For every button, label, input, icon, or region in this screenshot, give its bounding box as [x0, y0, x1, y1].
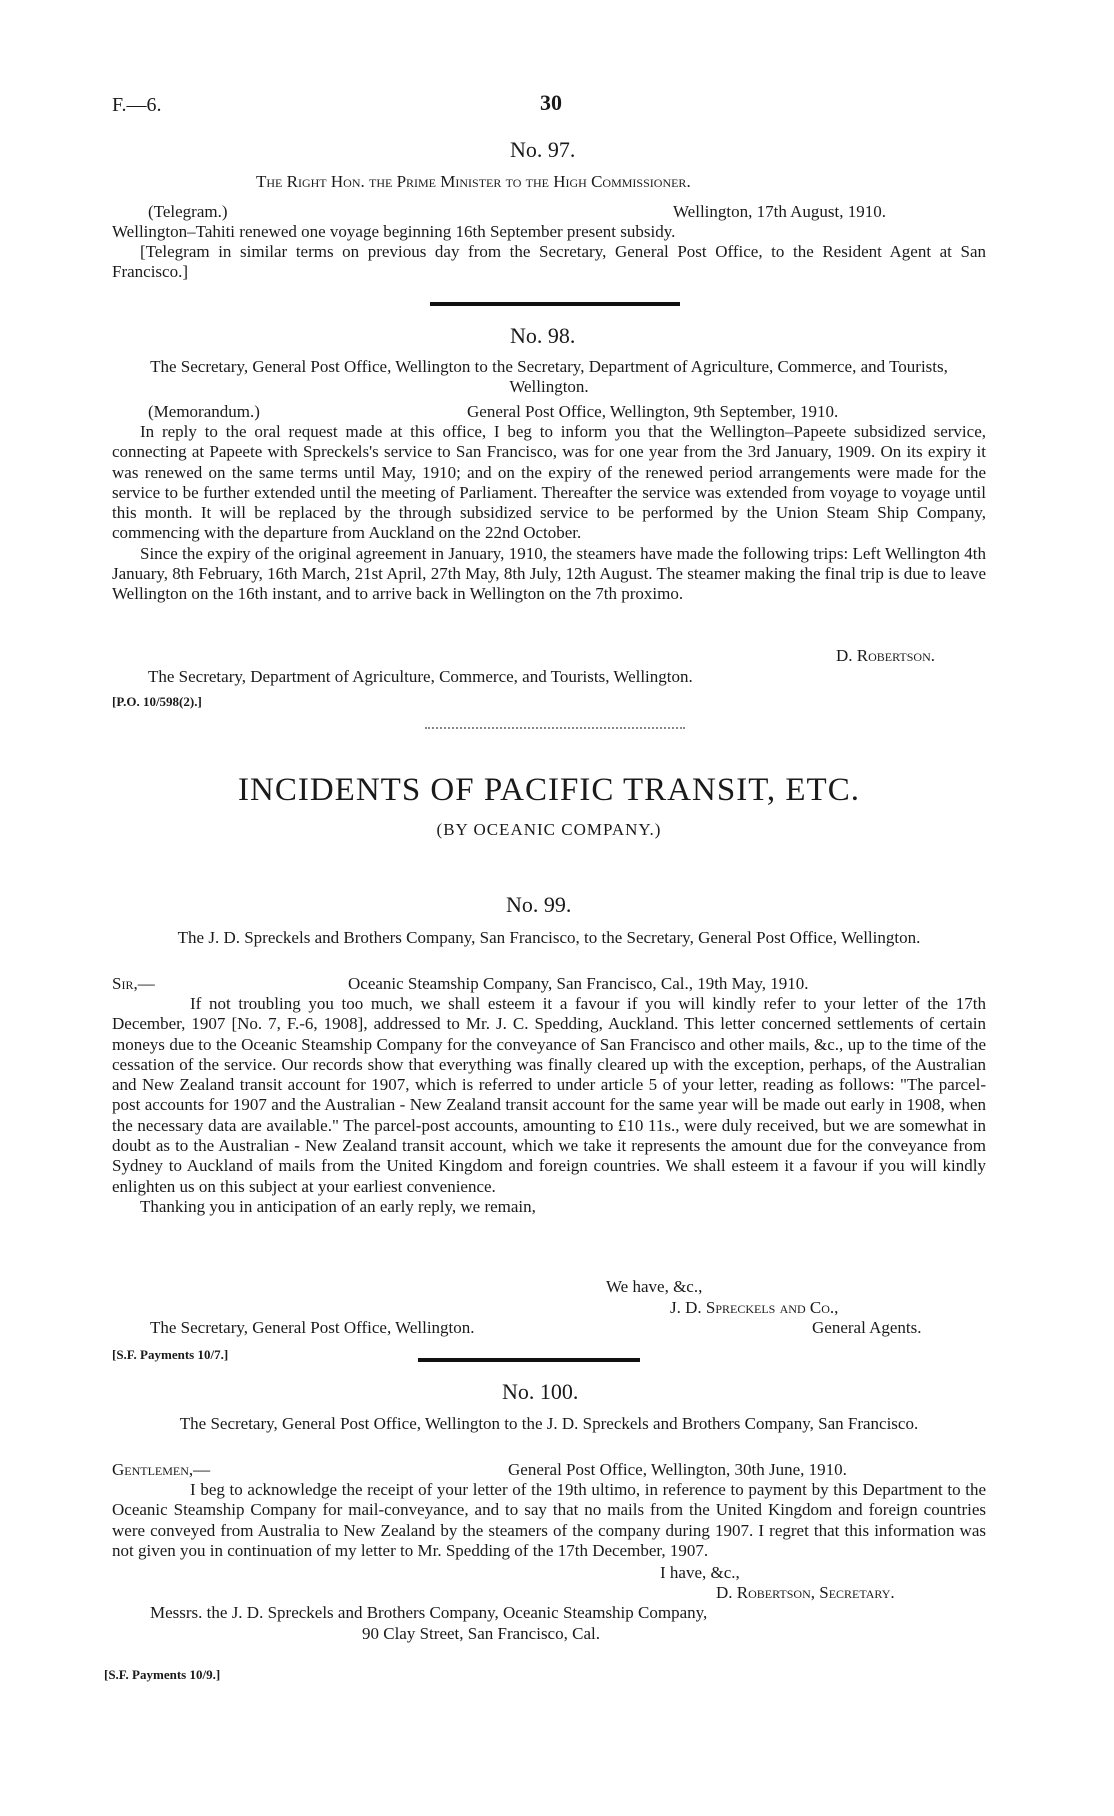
no100-addressee-line2: 90 Clay Street, San Francisco, Cal.: [362, 1624, 600, 1643]
no100-from-to: The Secretary, General Post Office, Wellington to the J. D. Spreckels and Brothers Company, San Francisco.: [179, 1414, 919, 1433]
no98-addressee: The Secretary, Department of Agriculture, Commerce, and Tourists, Wellington.: [148, 667, 693, 686]
no100-heading: No. 100.: [502, 1379, 579, 1404]
no98-heading: No. 98.: [510, 323, 576, 348]
no99-heading: No. 99.: [506, 892, 572, 917]
section-divider: [430, 302, 680, 306]
no98-signature: D. Robertson.: [836, 646, 935, 665]
no99-body: [112, 994, 986, 1217]
no99-signature: J. D. Spreckels and Co.,: [670, 1298, 839, 1317]
section-title: INCIDENTS OF PACIFIC TRANSIT, ETC.: [238, 772, 860, 808]
no99-para2: Thanking you in anticipation of an early reply, we remain,: [140, 1196, 536, 1216]
no100-dateline: General Post Office, Wellington, 30th June, 1910.: [508, 1460, 847, 1479]
no99-file-ref: [S.F. Payments 10/7.]: [112, 1347, 229, 1362]
dotted-divider: [425, 727, 685, 729]
no97-kind: (Telegram.): [148, 202, 228, 221]
no100-signature: D. Robertson, Secretary.: [716, 1583, 895, 1602]
no98-dateline: General Post Office, Wellington, 9th September, 1910.: [467, 402, 839, 421]
no98-kind: (Memorandum.): [148, 402, 260, 421]
no100-closing: I have, &c.,: [660, 1563, 740, 1582]
no98-para1: In reply to the oral request made at this office, I beg to inform you that the Wellington–Papeete subsidized service, connecting at Papeete with Spreckels's service to San Francisco, was for one year from the 3rd January, 1909. On its expiry it was renewed on the same terms until May, 1910; and on the expiry of the renewed period arrangements were made for the service to be further extended until the meeting of Parliament. Thereafter the service was extended from voyage to voyage until this month. It will be replaced by the through subsidized service to be performed by the Union Steam Ship Company, commencing with the departure from Auckland on the 22nd October.: [112, 422, 986, 543]
no100-body: [112, 1480, 986, 1561]
no98-from-to: The Secretary, General Post Office, Wellington to the Secretary, Department of Agriculture, Commerce, and Tourists, Wellington.: [150, 357, 948, 396]
no100-file-ref: [S.F. Payments 10/9.]: [104, 1667, 221, 1682]
no97-from-to: The Right Hon. the Prime Minister to the High Commissioner.: [256, 172, 691, 191]
no97-dateline: Wellington, 17th August, 1910.: [673, 202, 887, 221]
document-reference: F.—6.: [112, 94, 162, 116]
section-subtitle: (BY OCEANIC COMPANY.): [436, 820, 662, 839]
no99-para1: If not troubling you too much, we shall esteem it a favour if you will kindly refer to your letter of the 17th December, 1907 [No. 7, F.-6, 1908], addressed to Mr. J. C. Spedding, Auckland. This letter concerned settlements of certain moneys due to the Oceanic Steamship Company for the conveyance of San Francisco and other mails, &c., up to the time of the cessation of the service. Our records show that everything was finally cleared up with the exception, perhaps, of the Australian and New Zealand transit account for 1907, which is referred to under article 5 of your letter, reading as follows: "The parcel-post accounts for 1907 and the Australian - New Zealand transit account for the same year will be made out early in 1908, when the necessary data are available." The parcel-post accounts, amounting to £10 11s., were duly received, but we are somewhat in doubt as to the Australian - New Zealand transit account, which we take it represents the amount due for the conveyance from Sydney to Auckland of mails from the United Kingdom and foreign countries. We shall esteem it a favour if you will kindly enlighten us on this subject at your earliest convenience.: [112, 994, 986, 1196]
no100-salutation: Gentlemen,—: [112, 1460, 211, 1479]
no99-signature-title: General Agents.: [812, 1318, 922, 1337]
no97-body: Wellington–Tahiti renewed one voyage beginning 16th September present subsidy.: [112, 222, 676, 241]
no97-heading: No. 97.: [510, 137, 576, 162]
no98-para2: Since the expiry of the original agreement in January, 1910, the steamers have made the following trips: Left Wellington 4th January, 8th February, 16th March, 21st April, 27th May, 8th July, 12th August. The steamer making the final trip is due to leave Wellington on the 16th instant, and to arrive back in Wellington on the 7th proximo.: [112, 543, 986, 604]
no97-note-text: [Telegram in similar terms on previous day from the Secretary, General Post Office, to the Resident Agent at San Francisco.]: [112, 242, 986, 282]
no100-para1: I beg to acknowledge the receipt of your letter of the 19th ultimo, in reference to payment by this Department to the Oceanic Steamship Company for mail-conveyance, and to say that no mails from the United Kingdom and foreign countries were conveyed from Australia to New Zealand by the steamers of the company during 1907. I regret that this information was not given you in continuation of my letter to Mr. Spedding of the 17th December, 1907.: [112, 1480, 986, 1560]
section-divider: [418, 1358, 640, 1362]
no99-addressee: The Secretary, General Post Office, Wellington.: [150, 1318, 475, 1337]
no99-closing: We have, &c.,: [606, 1277, 703, 1296]
no99-dateline: Oceanic Steamship Company, San Francisco, Cal., 19th May, 1910.: [348, 974, 809, 993]
no100-addressee-line1: Messrs. the J. D. Spreckels and Brothers Company, Oceanic Steamship Company,: [150, 1603, 708, 1622]
no98-file-ref: [P.O. 10/598(2).]: [112, 694, 202, 709]
no99-salutation: Sir,—: [112, 974, 155, 993]
page-number: 30: [540, 90, 562, 115]
no97-note: [112, 242, 986, 283]
no98-body: [112, 422, 986, 605]
no99-from-to: The J. D. Spreckels and Brothers Company, San Francisco, to the Secretary, General Post Office, Wellington.: [177, 928, 921, 947]
